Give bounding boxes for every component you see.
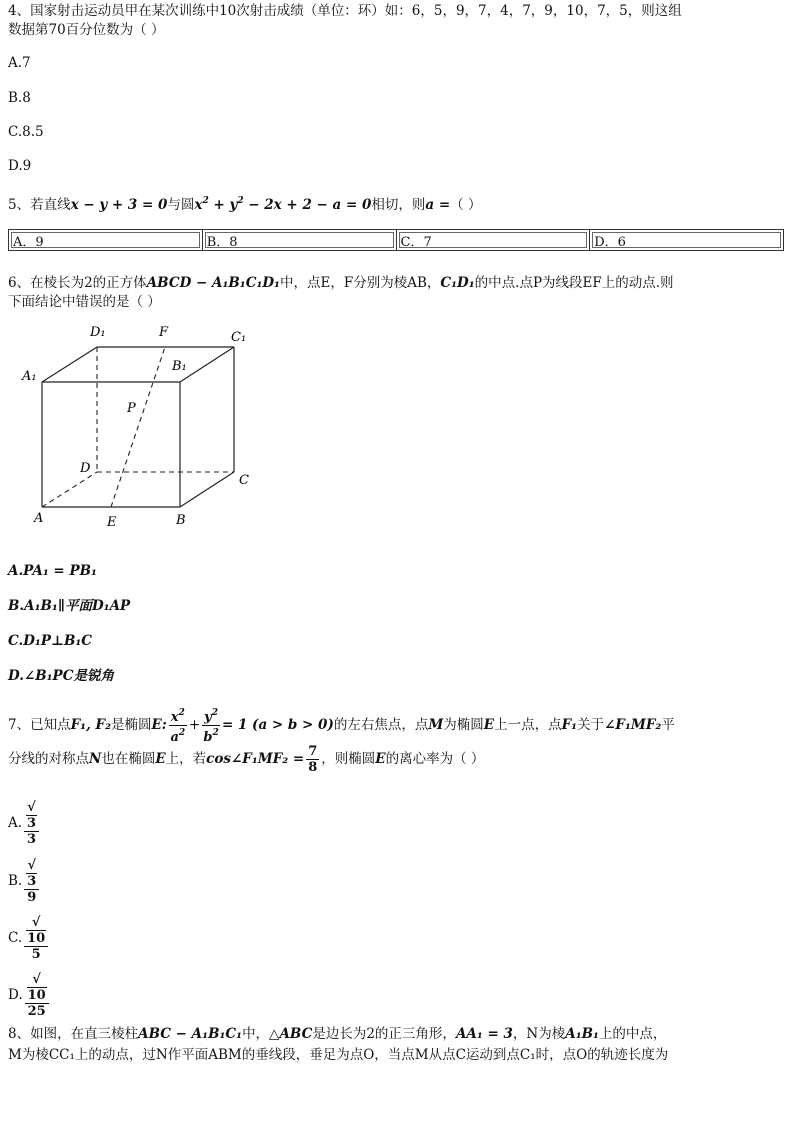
q7-option-d: D. √ 10 25	[8, 972, 51, 1019]
q5-option-b: B．8	[202, 230, 396, 251]
q5-line-equation: x − y + 3 = 0	[70, 197, 168, 213]
q7-cos-fraction: $\frac{7}{8}$	[308, 744, 318, 775]
label-F: F	[159, 325, 169, 340]
q6-option-a: A.PA₁ = PB₁	[8, 563, 97, 579]
q4-stem-line2: 数据第70百分位数为（ ）	[8, 22, 165, 38]
label-C: C	[239, 473, 249, 488]
label-A: A	[34, 511, 44, 526]
q5-stem: 5、若直线x − y + 3 = 0与圆$x^2 + y^2 - 2x + 2 - a = 0$相切，则a =（ ）	[8, 196, 482, 213]
label-P: P	[127, 401, 136, 416]
q7-option-a: A. √ 3 3	[8, 800, 41, 847]
q6-option-c: C.D₁P⊥B₁C	[8, 633, 93, 649]
q5-option-c: C．7	[396, 230, 590, 251]
q5-option-a: A．9	[9, 230, 203, 251]
q7-option-c: C. √ 10 5	[8, 915, 50, 962]
label-B: B	[176, 513, 186, 528]
q5-options-table	[8, 229, 784, 251]
q4-option-d: D.9	[8, 158, 32, 174]
label-A1: A₁	[22, 369, 37, 384]
q7-stem-line2: 分线的对称点N也在椭圆E上，若cos∠F₁MF₂ = $\frac{7}{8}$ ，则椭圆E的离心率为（ ）	[8, 744, 485, 775]
q6-cube-figure	[18, 322, 258, 532]
q8-stem-line1: 8、如图，在直三棱柱ABC − A₁B₁C₁中，△ABC是边长为2的正三角形，AA₁ = 3，N为棱A₁B₁上的中点，	[8, 1026, 667, 1042]
q5-option-d: D．6	[590, 230, 784, 251]
q8-stem-line2: M为棱CC₁上的动点，过N作平面ABM的垂线段，垂足为点O，当点M从点C运动到点C₁时，点O的轨迹长度为	[8, 1047, 669, 1063]
label-D: D	[80, 461, 91, 476]
q7-ellipse-y-term: $\frac{y^2}{b^2}$	[203, 708, 219, 745]
q4-option-b: B.8	[8, 90, 31, 106]
label-C1: C₁	[231, 330, 247, 345]
label-B1: B₁	[172, 359, 187, 374]
label-E: E	[107, 515, 117, 530]
q6-stem-line1: 6、在棱长为2的正方体ABCD − A₁B₁C₁D₁中，点E，F分别为棱AB，C₁D₁的中点.点P为线段EF上的动点.则	[8, 275, 674, 291]
q6-option-b: B.A₁B₁∥平面D₁AP	[8, 598, 131, 614]
q4-option-c: C.8.5	[8, 124, 44, 140]
q4-stem-line1: 4、国家射击运动员甲在某次训练中10次射击成绩（单位：环）如：6，5，9，7，4，7，9，10，7，5，则这组	[8, 3, 682, 19]
q7-stem-line1: 7、已知点F₁, F₂是椭圆E: $\frac{x^2}{a^2}$ + $\frac{y^2}{b^2}$ = 1 (a > b > 0)的左右焦点，点M为椭圆E上一点，点F₁关于∠F₁MF₂平	[8, 708, 675, 745]
q7-ellipse-x-term: $\frac{x^2}{a^2}$	[170, 708, 186, 745]
q6-option-d: D.∠B₁PC是锐角	[8, 668, 114, 684]
q5-circle-equation: $x^2 + y^2 - 2x + 2 - a = 0$	[194, 196, 372, 213]
label-D1: D₁	[90, 325, 106, 340]
q4-option-a: A.7	[8, 55, 31, 71]
q7-option-b: B. √ 3 9	[8, 858, 41, 905]
q6-stem-line2: 下面结论中错误的是（ ）	[8, 294, 161, 310]
